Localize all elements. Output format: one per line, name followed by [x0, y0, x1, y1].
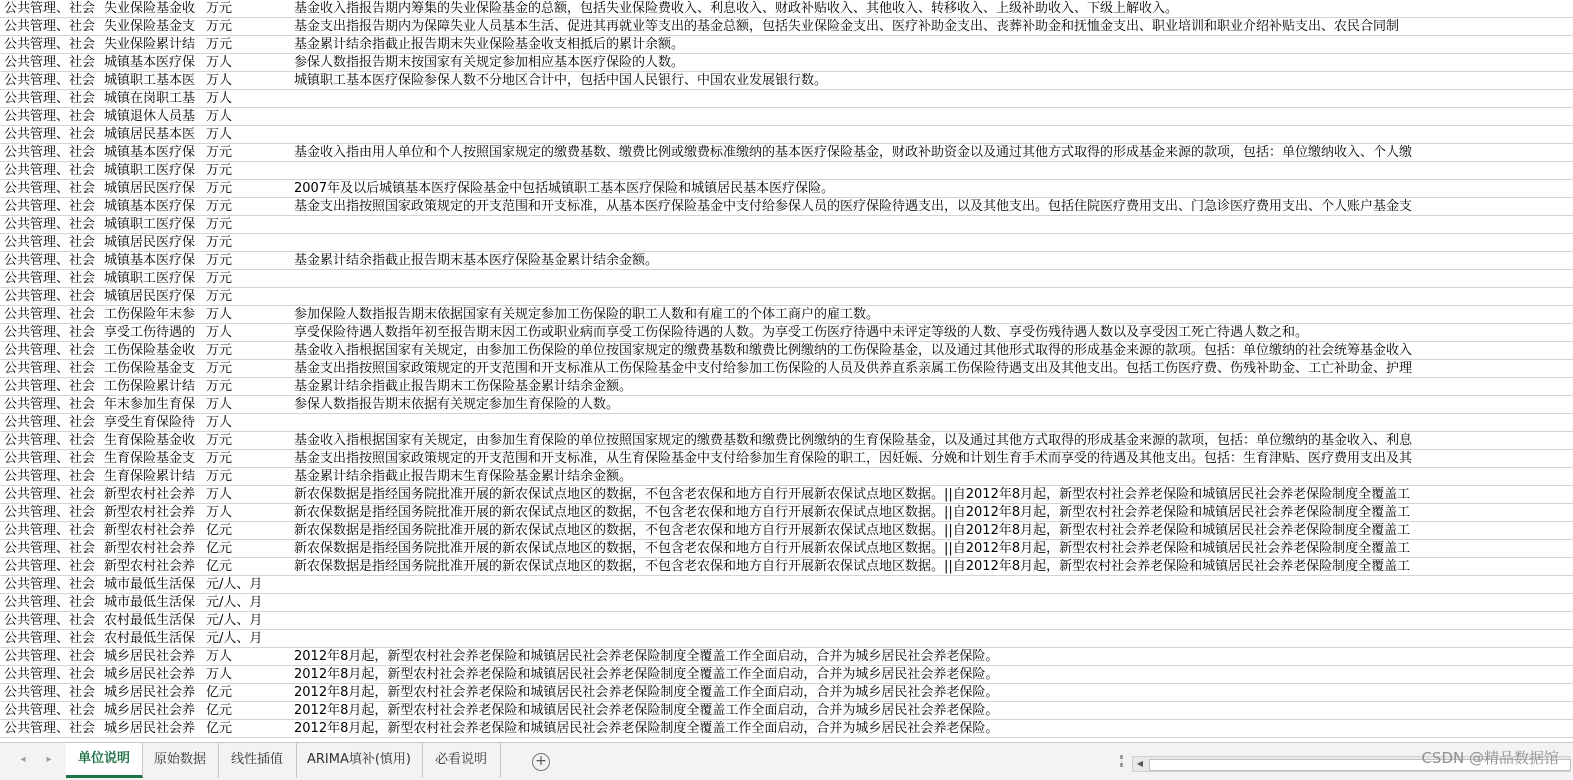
table-row: [0, 270, 1573, 288]
cell-description[interactable]: 基金支出指按照国家政策规定的开支范围和开支标准，从生育保险基金中支付给参加生育保险的职工，因妊娠、分娩和计划生育手术而享受的待遇及其他支出。包括：生育津贴、医疗费用支出及其: [294, 451, 1413, 466]
cell-unit[interactable]: 亿元: [206, 721, 233, 736]
cell-description[interactable]: [294, 576, 1573, 593]
cell-description[interactable]: 享受保险待遇人数指年初至报告期末因工伤或职业病而享受工伤保险待遇的人数。为享受工伤医疗待遇中未评定等级的人数、享受伤残待遇人数以及享受因工死亡待遇人数之和。: [294, 325, 1309, 340]
cell-indicator[interactable]: 城市最低生活保: [104, 595, 196, 610]
table-row: [0, 612, 1573, 630]
cell-indicator[interactable]: 城镇基本医疗保: [104, 55, 196, 70]
cell-description[interactable]: 基金累计结余指截止报告期末基本医疗保险基金累计结余金额。: [294, 253, 659, 268]
cell-indicator[interactable]: 失业保险基金支: [104, 19, 196, 34]
cell-indicator[interactable]: 城镇基本医疗保: [104, 253, 196, 268]
cell-unit[interactable]: 元/人、月: [206, 577, 263, 592]
cell-indicator[interactable]: 城镇居民医疗保: [104, 181, 196, 196]
cell-category[interactable]: 公共管理、社会: [4, 181, 96, 196]
cell-indicator[interactable]: 城镇居民医疗保: [104, 235, 196, 250]
cell-unit[interactable]: 万人: [206, 55, 233, 70]
cell-description[interactable]: 2012年8月起，新型农村社会养老保险和城镇居民社会养老保险制度全覆盖工作全面启动，合并为城乡居民社会养老保险。: [294, 721, 999, 736]
table-row: [0, 36, 1573, 54]
cell-indicator[interactable]: 城镇居民医疗保: [104, 289, 196, 304]
cell-unit[interactable]: 万人: [206, 667, 233, 682]
sheet-tab[interactable]: ARIMA填补(慎用): [296, 743, 423, 778]
cell-unit[interactable]: 万元: [206, 1, 233, 16]
table-row: [0, 198, 1573, 216]
cell-description[interactable]: 新农保数据是指经国务院批准开展的新农保试点地区的数据，不包含老农保和地方自行开展新农保试点地区数据。||自2012年8月起，新型农村社会养老保险和城镇居民社会养老保险制度全覆盖工: [294, 487, 1411, 502]
cell-indicator[interactable]: 农村最低生活保: [104, 613, 196, 628]
cell-category[interactable]: 公共管理、社会: [4, 163, 96, 178]
cell-category[interactable]: 公共管理、社会: [4, 361, 96, 376]
cell-unit[interactable]: 万元: [206, 19, 233, 34]
cell-category[interactable]: 公共管理、社会: [4, 721, 96, 736]
sheet-tab[interactable]: 必看说明: [422, 743, 501, 778]
cell-category[interactable]: 公共管理、社会: [4, 91, 96, 106]
cell-indicator[interactable]: 失业保险累计结: [104, 37, 196, 52]
cell-indicator[interactable]: 生育保险基金支: [104, 451, 196, 466]
table-row: [0, 72, 1573, 90]
cell-category[interactable]: 公共管理、社会: [4, 217, 96, 232]
cell-unit[interactable]: 万人: [206, 415, 233, 430]
cell-category[interactable]: 公共管理、社会: [4, 415, 96, 430]
table-row: [0, 396, 1573, 414]
cell-description[interactable]: [294, 162, 1573, 179]
cell-unit[interactable]: 万元: [206, 181, 233, 196]
cell-category[interactable]: 公共管理、社会: [4, 685, 96, 700]
cell-description[interactable]: [294, 630, 1573, 647]
cell-description[interactable]: 2007年及以后城镇基本医疗保险基金中包括城镇职工基本医疗保险和城镇居民基本医疗保险。: [294, 181, 835, 196]
cell-unit[interactable]: 万人: [206, 649, 233, 664]
table-row: [0, 432, 1573, 450]
cell-category[interactable]: 公共管理、社会: [4, 145, 96, 160]
cell-category[interactable]: 公共管理、社会: [4, 343, 96, 358]
cell-category[interactable]: 公共管理、社会: [4, 379, 96, 394]
chevron-right-icon[interactable]: ▸: [46, 754, 52, 765]
cell-description[interactable]: [294, 216, 1573, 233]
cell-description[interactable]: 基金收入指报告期内筹集的失业保险基金的总额，包括失业保险费收入、利息收入、财政补贴收入、其他收入、转移收入、上级补助收入、下级上解收入。: [294, 1, 1179, 16]
cell-description[interactable]: [294, 234, 1573, 251]
cell-unit[interactable]: 万人: [206, 487, 233, 502]
cell-unit[interactable]: 万人: [206, 73, 233, 88]
cell-indicator[interactable]: 享受工伤待遇的: [104, 325, 196, 340]
cell-unit[interactable]: 万元: [206, 289, 233, 304]
cell-unit[interactable]: 万元: [206, 37, 233, 52]
table-row: [0, 180, 1573, 198]
cell-unit[interactable]: 万人: [206, 505, 233, 520]
cell-description[interactable]: [294, 270, 1573, 287]
cell-indicator[interactable]: 生育保险累计结: [104, 469, 196, 484]
cell-unit[interactable]: 万元: [206, 433, 233, 448]
table-row: [0, 0, 1573, 18]
cell-description[interactable]: [294, 612, 1573, 629]
table-row: [0, 540, 1573, 558]
cell-unit[interactable]: 万元: [206, 343, 233, 358]
cell-description[interactable]: 2012年8月起，新型农村社会养老保险和城镇居民社会养老保险制度全覆盖工作全面启动，合并为城乡居民社会养老保险。: [294, 685, 999, 700]
cell-category[interactable]: 公共管理、社会: [4, 613, 96, 628]
cell-unit[interactable]: 万人: [206, 325, 233, 340]
cell-unit[interactable]: 万元: [206, 163, 233, 178]
cell-category[interactable]: 公共管理、社会: [4, 289, 96, 304]
cell-description[interactable]: 参保人数指报告期末依据有关规定参加生育保险的人数。: [294, 397, 620, 412]
cell-category[interactable]: 公共管理、社会: [4, 469, 96, 484]
cell-description[interactable]: 基金累计结余指截止报告期末失业保险基金收支相抵后的累计余额。: [294, 37, 685, 52]
cell-unit[interactable]: 万元: [206, 145, 233, 160]
table-row: [0, 684, 1573, 702]
cell-indicator[interactable]: 工伤保险年末参: [104, 307, 196, 322]
cell-indicator[interactable]: 城乡居民社会养: [104, 667, 196, 682]
table-row: [0, 108, 1573, 126]
triangle-left-icon[interactable]: ◀: [1136, 759, 1144, 768]
cell-description[interactable]: 基金支出指报告期内为保障失业人员基本生活、促进其再就业等支出的基金总额，包括失业保险金支出、医疗补助金支出、丧葬补助金和抚恤金支出、职业培训和职业介绍补贴支出、农民合同制: [294, 19, 1400, 34]
cell-category[interactable]: 公共管理、社会: [4, 451, 96, 466]
cell-indicator[interactable]: 工伤保险基金收: [104, 343, 196, 358]
cell-description[interactable]: 新农保数据是指经国务院批准开展的新农保试点地区的数据，不包含老农保和地方自行开展新农保试点地区数据。||自2012年8月起，新型农村社会养老保险和城镇居民社会养老保险制度全覆盖工: [294, 559, 1411, 574]
cell-category[interactable]: 公共管理、社会: [4, 487, 96, 502]
cell-description[interactable]: 参保人数指报告期末按国家有关规定参加相应基本医疗保险的人数。: [294, 55, 685, 70]
cell-category[interactable]: 公共管理、社会: [4, 631, 96, 646]
cell-unit[interactable]: 万人: [206, 397, 233, 412]
table-row: [0, 558, 1573, 576]
cell-indicator[interactable]: 失业保险基金收: [104, 1, 196, 16]
table-row: [0, 54, 1573, 72]
cell-unit[interactable]: 万元: [206, 361, 233, 376]
table-row: [0, 288, 1573, 306]
cell-category[interactable]: 公共管理、社会: [4, 37, 96, 52]
cell-description[interactable]: 基金累计结余指截止报告期末工伤保险基金累计结余金额。: [294, 379, 633, 394]
sheet-tab-bar: [0, 742, 1573, 780]
cell-unit[interactable]: 万人: [206, 127, 233, 142]
cell-category[interactable]: 公共管理、社会: [4, 253, 96, 268]
table-row: [0, 216, 1573, 234]
cell-description[interactable]: 基金收入指由用人单位和个人按照国家规定的缴费基数、缴费比例或缴费标准缴纳的基本医疗保险基金，财政补助资金以及通过其他方式取得的形成基金来源的款项，包括：单位缴纳收入、个人缴: [294, 145, 1413, 160]
cell-indicator[interactable]: 新型农村社会养: [104, 559, 196, 574]
table-row: [0, 324, 1573, 342]
table-row: [0, 648, 1573, 666]
cell-indicator[interactable]: 城镇职工医疗保: [104, 217, 196, 232]
table-row: [0, 504, 1573, 522]
table-row: [0, 630, 1573, 648]
cell-indicator[interactable]: 城乡居民社会养: [104, 721, 196, 736]
cell-category[interactable]: 公共管理、社会: [4, 109, 96, 124]
cell-description[interactable]: [294, 414, 1573, 431]
cell-unit[interactable]: 亿元: [206, 685, 233, 700]
cell-indicator[interactable]: 城镇职工基本医: [104, 73, 196, 88]
cell-description[interactable]: 城镇职工基本医疗保险参保人数不分地区合计中，包括中国人民银行、中国农业发展银行数。: [294, 73, 828, 88]
cell-category[interactable]: 公共管理、社会: [4, 505, 96, 520]
cell-category[interactable]: 公共管理、社会: [4, 127, 96, 142]
cell-indicator[interactable]: 城乡居民社会养: [104, 685, 196, 700]
chevron-left-icon[interactable]: ◂: [20, 754, 26, 765]
cell-unit[interactable]: 万元: [206, 235, 233, 250]
watermark-text: CSDN @精品数据馆: [1421, 749, 1559, 767]
cell-indicator[interactable]: 城镇基本医疗保: [104, 145, 196, 160]
cell-description[interactable]: [294, 108, 1573, 125]
table-row: [0, 576, 1573, 594]
cell-indicator[interactable]: 生育保险基金收: [104, 433, 196, 448]
cell-category[interactable]: 公共管理、社会: [4, 73, 96, 88]
cell-unit[interactable]: 万人: [206, 91, 233, 106]
table-row: [0, 702, 1573, 720]
cell-description[interactable]: 2012年8月起，新型农村社会养老保险和城镇居民社会养老保险制度全覆盖工作全面启动，合并为城乡居民社会养老保险。: [294, 667, 999, 682]
cell-unit[interactable]: 亿元: [206, 541, 233, 556]
cell-category[interactable]: 公共管理、社会: [4, 271, 96, 286]
cell-unit[interactable]: 万元: [206, 199, 233, 214]
cell-unit[interactable]: 元/人、月: [206, 613, 263, 628]
cell-description[interactable]: 参加保险人数指报告期末依据国家有关规定参加工伤保险的职工人数和有雇工的个体工商户的雇工数。: [294, 307, 880, 322]
cell-indicator[interactable]: 城镇在岗职工基: [104, 91, 196, 106]
cell-indicator[interactable]: 城镇职工医疗保: [104, 163, 196, 178]
cell-indicator[interactable]: 农村最低生活保: [104, 631, 196, 646]
cell-unit[interactable]: 万元: [206, 217, 233, 232]
cell-description[interactable]: [294, 594, 1573, 611]
table-row: [0, 342, 1573, 360]
cell-description[interactable]: 基金收入指根据国家有关规定，由参加生育保险的单位按照国家规定的缴费基数和缴费比例缴纳的生育保险基金，以及通过其他方式取得的形成基金来源的款项，包括：单位缴纳的基金收入、利息: [294, 433, 1413, 448]
cell-category[interactable]: 公共管理、社会: [4, 397, 96, 412]
cell-category[interactable]: 公共管理、社会: [4, 523, 96, 538]
table-row: [0, 144, 1573, 162]
cell-category[interactable]: 公共管理、社会: [4, 1, 96, 16]
table-row: [0, 414, 1573, 432]
cell-category[interactable]: 公共管理、社会: [4, 307, 96, 322]
table-row: [0, 522, 1573, 540]
cell-unit[interactable]: 万元: [206, 253, 233, 268]
table-row: [0, 450, 1573, 468]
cell-unit[interactable]: 万人: [206, 109, 233, 124]
cell-category[interactable]: 公共管理、社会: [4, 559, 96, 574]
cell-description[interactable]: 2012年8月起，新型农村社会养老保险和城镇居民社会养老保险制度全覆盖工作全面启动，合并为城乡居民社会养老保险。: [294, 703, 999, 718]
cell-category[interactable]: 公共管理、社会: [4, 55, 96, 70]
cell-indicator[interactable]: 新型农村社会养: [104, 505, 196, 520]
cell-indicator[interactable]: 城乡居民社会养: [104, 649, 196, 664]
cell-indicator[interactable]: 城乡居民社会养: [104, 703, 196, 718]
cell-description[interactable]: 新农保数据是指经国务院批准开展的新农保试点地区的数据，不包含老农保和地方自行开展新农保试点地区数据。||自2012年8月起，新型农村社会养老保险和城镇居民社会养老保险制度全覆盖工: [294, 541, 1411, 556]
cell-indicator[interactable]: 城镇基本医疗保: [104, 199, 196, 214]
cell-category[interactable]: 公共管理、社会: [4, 595, 96, 610]
cell-unit[interactable]: 万元: [206, 271, 233, 286]
table-row: [0, 90, 1573, 108]
cell-description[interactable]: [294, 90, 1573, 107]
cell-category[interactable]: 公共管理、社会: [4, 577, 96, 592]
cell-unit[interactable]: 万元: [206, 469, 233, 484]
sheet-tab[interactable]: 原始数据: [142, 743, 219, 778]
table-row: [0, 468, 1573, 486]
cell-unit[interactable]: 万人: [206, 307, 233, 322]
cell-unit[interactable]: 亿元: [206, 523, 233, 538]
cell-description[interactable]: 2012年8月起，新型农村社会养老保险和城镇居民社会养老保险制度全覆盖工作全面启动，合并为城乡居民社会养老保险。: [294, 649, 999, 664]
cell-description[interactable]: 新农保数据是指经国务院批准开展的新农保试点地区的数据，不包含老农保和地方自行开展新农保试点地区数据。||自2012年8月起，新型农村社会养老保险和城镇居民社会养老保险制度全覆盖工: [294, 505, 1411, 520]
cell-category[interactable]: 公共管理、社会: [4, 235, 96, 250]
cell-description[interactable]: 基金累计结余指截止报告期末生育保险基金累计结余金额。: [294, 469, 633, 484]
cell-unit[interactable]: 万元: [206, 379, 233, 394]
cell-category[interactable]: 公共管理、社会: [4, 703, 96, 718]
cell-category[interactable]: 公共管理、社会: [4, 433, 96, 448]
table-row: [0, 720, 1573, 738]
table-row: [0, 162, 1573, 180]
sheet-tab[interactable]: 单位说明: [66, 743, 143, 778]
cell-indicator[interactable]: 年末参加生育保: [104, 397, 196, 412]
cell-category[interactable]: 公共管理、社会: [4, 199, 96, 214]
cell-category[interactable]: 公共管理、社会: [4, 649, 96, 664]
table-row: [0, 126, 1573, 144]
cell-indicator[interactable]: 城市最低生活保: [104, 577, 196, 592]
cell-unit[interactable]: 亿元: [206, 559, 233, 574]
sheet-tab[interactable]: 线性插值: [218, 743, 297, 778]
cell-category[interactable]: 公共管理、社会: [4, 325, 96, 340]
cell-indicator[interactable]: 工伤保险累计结: [104, 379, 196, 394]
table-row: [0, 378, 1573, 396]
cell-indicator[interactable]: 城镇退休人员基: [104, 109, 196, 124]
cell-unit[interactable]: 元/人、月: [206, 631, 263, 646]
table-row: [0, 486, 1573, 504]
cell-indicator[interactable]: 工伤保险基金支: [104, 361, 196, 376]
cell-description[interactable]: 基金收入指根据国家有关规定，由参加工伤保险的单位按国家规定的缴费基数和缴费比例缴纳的工伤保险基金，以及通过其他形式取得的形成基金来源的款项。包括：单位缴纳的社会统筹基金收入: [294, 343, 1413, 358]
cell-unit[interactable]: 万元: [206, 451, 233, 466]
tab-split-handle[interactable]: [1120, 755, 1126, 767]
cell-category[interactable]: 公共管理、社会: [4, 19, 96, 34]
cell-description[interactable]: 基金支出指按照国家政策规定的开支范围和开支标准从工伤保险基金中支付给参加工伤保险的人员及供养直系亲属工伤保险待遇支出及其他支出。包括工伤医疗费、伤残补助金、工亡补助金、护理: [294, 361, 1413, 376]
cell-indicator[interactable]: 城镇职工医疗保: [104, 271, 196, 286]
cell-indicator[interactable]: 新型农村社会养: [104, 523, 196, 538]
cell-indicator[interactable]: 享受生育保险待: [104, 415, 196, 430]
table-row: [0, 306, 1573, 324]
cell-description[interactable]: 基金支出指按照国家政策规定的开支范围和开支标准，从基本医疗保险基金中支付给参保人员的医疗保险待遇支出，以及其他支出。包括住院医疗费用支出、门急诊医疗费用支出、个人账户基金支: [294, 199, 1413, 214]
cell-category[interactable]: 公共管理、社会: [4, 667, 96, 682]
cell-indicator[interactable]: 新型农村社会养: [104, 487, 196, 502]
cell-description[interactable]: 新农保数据是指经国务院批准开展的新农保试点地区的数据，不包含老农保和地方自行开展新农保试点地区数据。||自2012年8月起，新型农村社会养老保险和城镇居民社会养老保险制度全覆盖工: [294, 523, 1411, 538]
cell-indicator[interactable]: 城镇居民基本医: [104, 127, 196, 142]
cell-description[interactable]: [294, 288, 1573, 305]
table-row: [0, 18, 1573, 36]
cell-category[interactable]: 公共管理、社会: [4, 541, 96, 556]
cell-unit[interactable]: 亿元: [206, 703, 233, 718]
table-row: [0, 360, 1573, 378]
cell-description[interactable]: [294, 126, 1573, 143]
table-row: [0, 234, 1573, 252]
table-row: [0, 252, 1573, 270]
table-row: [0, 594, 1573, 612]
plus-circle-icon[interactable]: +: [532, 753, 550, 771]
cell-unit[interactable]: 元/人、月: [206, 595, 263, 610]
table-row: [0, 666, 1573, 684]
cell-indicator[interactable]: 新型农村社会养: [104, 541, 196, 556]
